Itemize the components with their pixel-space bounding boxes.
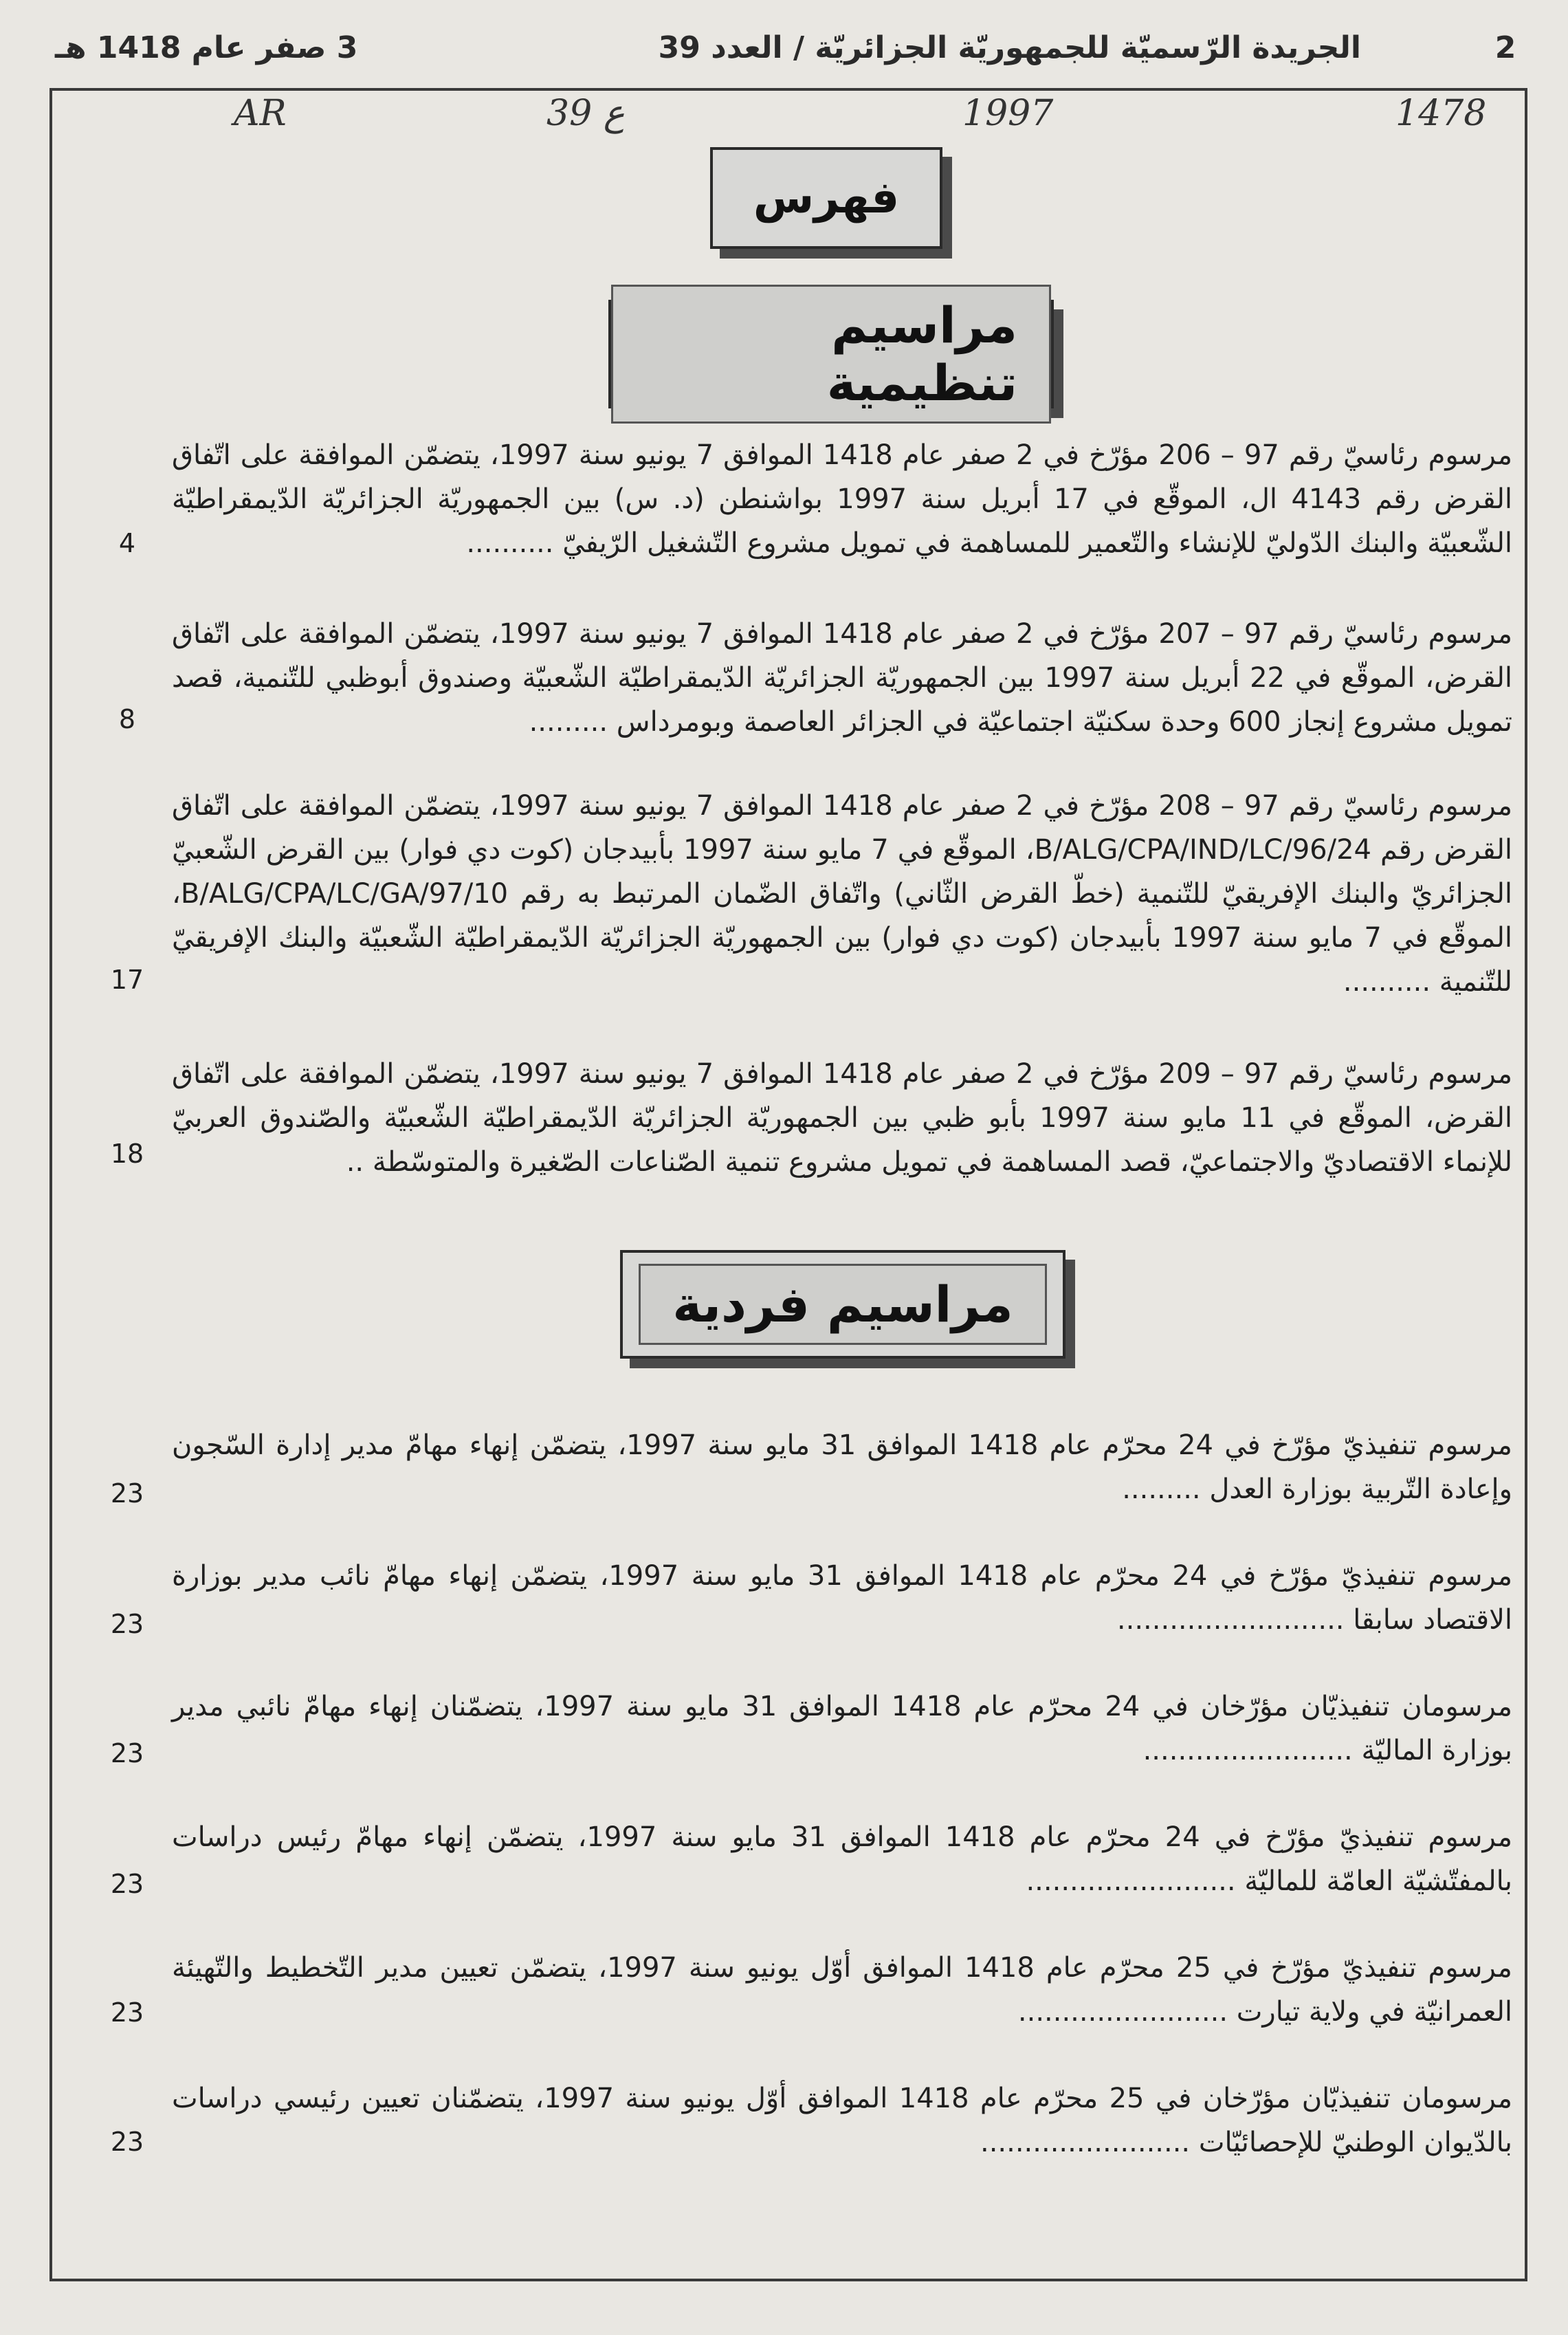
entry-page-number: 23 bbox=[110, 1869, 144, 1899]
entry-text: مرسوم رئاسيّ رقم 97 – 208 مؤرّخ في 2 صفر عام 1418 الموافق 7 يونيو سنة 1997، يتضمّن الموافقة على اتّفاق القرض رقم B/ALG/CPA/IND/LC/96/24، الموقّع في 7 مايو سنة 1997 بأبيدجان (كوت دي فوار) بين القرض الشّعبيّ الجزائريّ والبنك الإفريقيّ للتّنمية (خطّ القرض الثّاني) واتّفاق الضّمان المرتبط به رقم B/ALG/CPA/LC/GA/97/10، الموقّع في 7 مايو سنة 1997 بأبيدجان (كوت دي فوار) بين الجمهوريّة الجزائريّة الدّيمقراطيّة الشّعبيّة والبنك الإفريقيّ للتّنمية bbox=[172, 790, 1513, 998]
entry-text: مرسوم تنفيذيّ مؤرّخ في 25 محرّم عام 1418 الموافق أوّل يونيو سنة 1997، يتضمّن تعيين مدير التّخطيط والتّهيئة العمرانيّة في ولاية تيارت bbox=[172, 1952, 1512, 2028]
dot-leader: .......................... bbox=[1116, 1604, 1345, 1636]
entry-text: مرسومان تنفيذيّان مؤرّخان في 24 محرّم عام 1418 الموافق 31 مايو سنة 1997، يتضمّنان إنهاء مهامّ نائبي مدير بوزارة الماليّة bbox=[172, 1691, 1512, 1766]
index-entry bbox=[172, 1052, 1512, 1184]
dot-leader: ......... bbox=[529, 706, 608, 738]
dot-leader: .......... bbox=[466, 527, 554, 559]
section-title-box bbox=[608, 296, 1054, 412]
index-entry bbox=[172, 1685, 1512, 1773]
entry-text: مرسوم رئاسيّ رقم 97 – 207 مؤرّخ في 2 صفر عام 1418 الموافق 7 يونيو سنة 1997، يتضمّن الموافقة على اتّفاق القرض، الموقّع في 22 أبريل سنة 1997 بين الجمهوريّة الجزائريّة الدّيمقراطيّة الشّعبيّة وصندوق أبوظبي للتّنمية، قصد تمويل مشروع إنجاز 600 وحدة سكنيّة اجتماعيّة في الجزائر العاصمة وبومرداس bbox=[172, 618, 1513, 738]
dot-leader: ........................ bbox=[1017, 1996, 1228, 2028]
entry-page-number: 23 bbox=[110, 2127, 144, 2157]
dot-leader: ........................ bbox=[980, 2127, 1191, 2158]
handwritten-note: AR bbox=[234, 93, 287, 134]
dot-leader: ......... bbox=[1122, 1473, 1201, 1505]
index-title-box bbox=[710, 147, 942, 249]
entry-page-number: 18 bbox=[110, 1139, 144, 1169]
handwritten-note: 1997 bbox=[962, 93, 1054, 134]
entry-text: مرسوم تنفيذيّ مؤرّخ في 24 محرّم عام 1418 الموافق 31 مايو سنة 1997، يتضمّن إنهاء مهامّ نائب مدير بوزارة الاقتصاد سابقا bbox=[172, 1560, 1513, 1636]
header-journal-title: الجريدة الرّسميّة للجمهوريّة الجزائريّة / العدد 39 bbox=[658, 30, 1361, 65]
index-entry bbox=[172, 784, 1512, 1004]
entry-page-number: 23 bbox=[110, 1609, 144, 1639]
handwritten-note: 1478 bbox=[1395, 93, 1487, 134]
index-entry bbox=[172, 1423, 1512, 1511]
entry-text: مرسوم تنفيذيّ مؤرّخ في 24 محرّم عام 1418 الموافق 31 مايو سنة 1997، يتضمّن إنهاء مهامّ مدير إدارة السّجون وإعادة التّربية بوزارة العدل bbox=[172, 1429, 1512, 1505]
entry-page-number: 23 bbox=[110, 1997, 144, 2028]
dot-leader: ........................ bbox=[1142, 1735, 1353, 1766]
header-page-number: 2 bbox=[1494, 30, 1516, 65]
entry-page-number: 17 bbox=[110, 965, 144, 995]
section-title: مراسيم تنظيمية bbox=[611, 285, 1051, 424]
page-header bbox=[0, 23, 1568, 81]
index-entry bbox=[172, 1554, 1512, 1642]
dot-leader: .. bbox=[346, 1146, 364, 1178]
entry-page-number: 4 bbox=[118, 528, 136, 558]
section-title-box bbox=[620, 1250, 1065, 1359]
index-title: فهرس bbox=[753, 173, 900, 223]
entry-page-number: 23 bbox=[110, 1738, 144, 1768]
entry-page-number: 8 bbox=[118, 704, 136, 734]
index-entry bbox=[172, 2076, 1512, 2164]
dot-leader: .......... bbox=[1343, 966, 1431, 998]
entry-page-number: 23 bbox=[110, 1478, 144, 1509]
entry-text: مرسوم رئاسيّ رقم 97 – 209 مؤرّخ في 2 صفر عام 1418 الموافق 7 يونيو سنة 1997، يتضمّن الموافقة على اتّفاق القرض، الموقّع في 11 مايو سنة 1997 بأبو ظبي بين الجمهوريّة الجزائريّة الدّيمقراطيّة الشّعبيّة والصّندوق العربيّ للإنماء الاقتصاديّ والاجتماعيّ، قصد المساهمة في تمويل مشروع تنمية الصّناعات الصّغيرة والمتوسّطة bbox=[172, 1058, 1513, 1178]
handwritten-note: 39 ع bbox=[546, 93, 625, 134]
index-entry bbox=[172, 1815, 1512, 1903]
entry-text: مرسومان تنفيذيّان مؤرّخان في 25 محرّم عام 1418 الموافق أوّل يونيو سنة 1997، يتضمّنان تعيين رئيسي دراسات بالدّيوان الوطنيّ للإحصائيّات bbox=[172, 2083, 1512, 2158]
index-entry bbox=[172, 433, 1512, 565]
index-entry bbox=[172, 1946, 1512, 2034]
dot-leader: ........................ bbox=[1026, 1865, 1236, 1897]
header-date: 3 صفر عام 1418 هـ bbox=[55, 30, 358, 65]
entry-text: مرسوم تنفيذيّ مؤرّخ في 24 محرّم عام 1418 الموافق 31 مايو سنة 1997، يتضمّن إنهاء مهامّ رئيس دراسات بالمفتّشيّة العامّة للماليّة bbox=[172, 1821, 1512, 1897]
section-title: مراسيم فردية bbox=[639, 1264, 1046, 1345]
index-entry bbox=[172, 612, 1512, 744]
entry-text: مرسوم رئاسيّ رقم 97 – 206 مؤرّخ في 2 صفر عام 1418 الموافق 7 يونيو سنة 1997، يتضمّن الموافقة على اتّفاق القرض رقم 4143 ال، الموقّع في 17 أبريل سنة 1997 بواشنطن (د. س) بين الجمهوريّة الجزائريّة الدّيمقراطيّة الشّعبيّة والبنك الدّوليّ للإنشاء والتّعمير للمساهمة في تمويل مشروع التّشغيل الرّيفيّ bbox=[172, 439, 1513, 559]
